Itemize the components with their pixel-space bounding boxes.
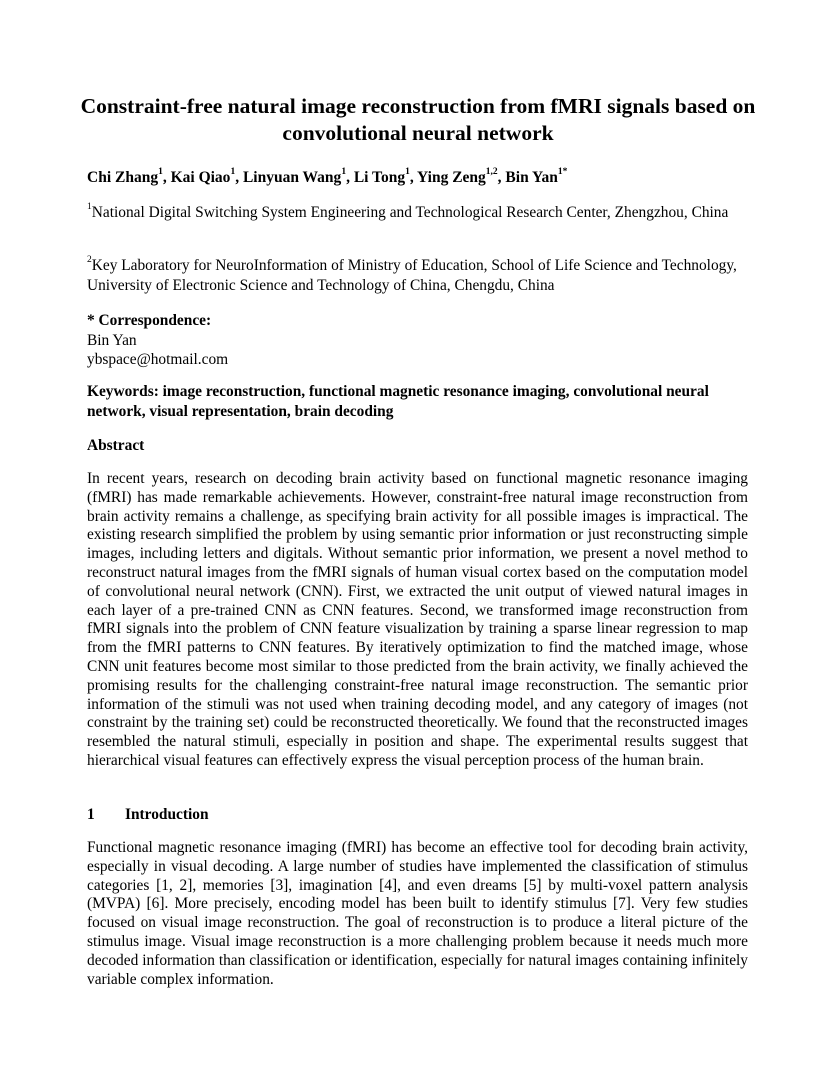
author: Li Tong$^1$,	[353, 167, 418, 186]
affiliation-2: $^2$Key Laboratory for NeuroInformation of Ministry of Education, School of Life Science and Technology, University of Electronic Science and Technology of China, Chengdu, China	[87, 255, 737, 294]
correspondence-block	[87, 311, 747, 370]
correspondence-name: Bin Yan	[87, 331, 137, 349]
author: Ying Zeng$^{1,2}$,	[417, 167, 506, 186]
section-heading-introduction	[87, 805, 209, 825]
author: Kai Qiao$^1$,	[170, 167, 243, 186]
keywords: Keywords: image reconstruction, functional magnetic resonance imaging, convolutional neural network, visual representation, brain decoding	[87, 383, 709, 420]
abstract-text: In recent years, research on decoding brain activity based on functional magnetic resonance imaging (fMRI) has made remarkable achievements. However, constraint-free natural image reconstruction from brain activity remains a challenge, as specifying brain activity for all possible images is impractical. The existing research simplified the problem by using semantic prior information or just reconstructing simple images, including letters and digitals. Without semantic prior information, we present a novel method to reconstruct natural images from the fMRI signals of human visual cortex based on the computation model of convolutional neural network (CNN). First, we extracted the unit output of viewed natural images in each layer of a pre-trained CNN as CNN features. Second, we transformed image reconstruction from fMRI signals into the problem of CNN feature visualization by training a sparse linear regression to map from the fMRI patterns to CNN features. By iteratively optimization to find the matched image, whose CNN unit features become most similar to those predicted from the brain activity, we finally achieved the promising results for the challenging constraint-free natural image reconstruction. The semantic prior information of the stimuli was not used when training decoding model, and any category of images (not constraint by the training set) could be reconstructed theoretically. We found that the reconstructed images resembled the natural stimuli, especially in position and shape. The experimental results suggest that hierarchical visual features can effectively express the visual perception process of the human brain.	[87, 470, 748, 769]
section-title: Introduction	[125, 806, 209, 823]
introduction-text: Functional magnetic resonance imaging (fMRI) has become an effective tool for decoding brain activity, especially in visual decoding. A large number of studies have implemented the classification of stimulus categories [1, 2], memories [3], imagination [4], and even dreams [5] by multi-voxel pattern analysis (MVPA) [6]. More precisely, encoding model has been built to identify stimulus [7]. Very few studies focused on visual image reconstruction. The goal of reconstruction is to produce a literal picture of the stimulus image. Visual image reconstruction is a more challenging problem because it needs much more decoded information than classification or identification, especially for natural images containing infinitely variable complex information.	[87, 839, 748, 988]
author: Bin Yan$^{1*}$	[505, 167, 568, 186]
author: Linyuan Wang$^1$,	[242, 167, 354, 186]
section-number: 1	[87, 806, 95, 823]
author: Chi Zhang$^1$,	[87, 167, 171, 186]
paper-title: Constraint-free natural image reconstruction from fMRI signals based on convolutional neural network	[80, 94, 756, 145]
affiliation-1: $^1$National Digital Switching System Engineering and Technological Research Center, Zhengzhou, China	[87, 202, 729, 221]
abstract-heading: Abstract	[87, 437, 145, 454]
correspondence-email: ybspace@hotmail.com	[87, 351, 229, 368]
correspondence-label: * Correspondence:	[87, 312, 212, 329]
author-list	[87, 168, 747, 188]
